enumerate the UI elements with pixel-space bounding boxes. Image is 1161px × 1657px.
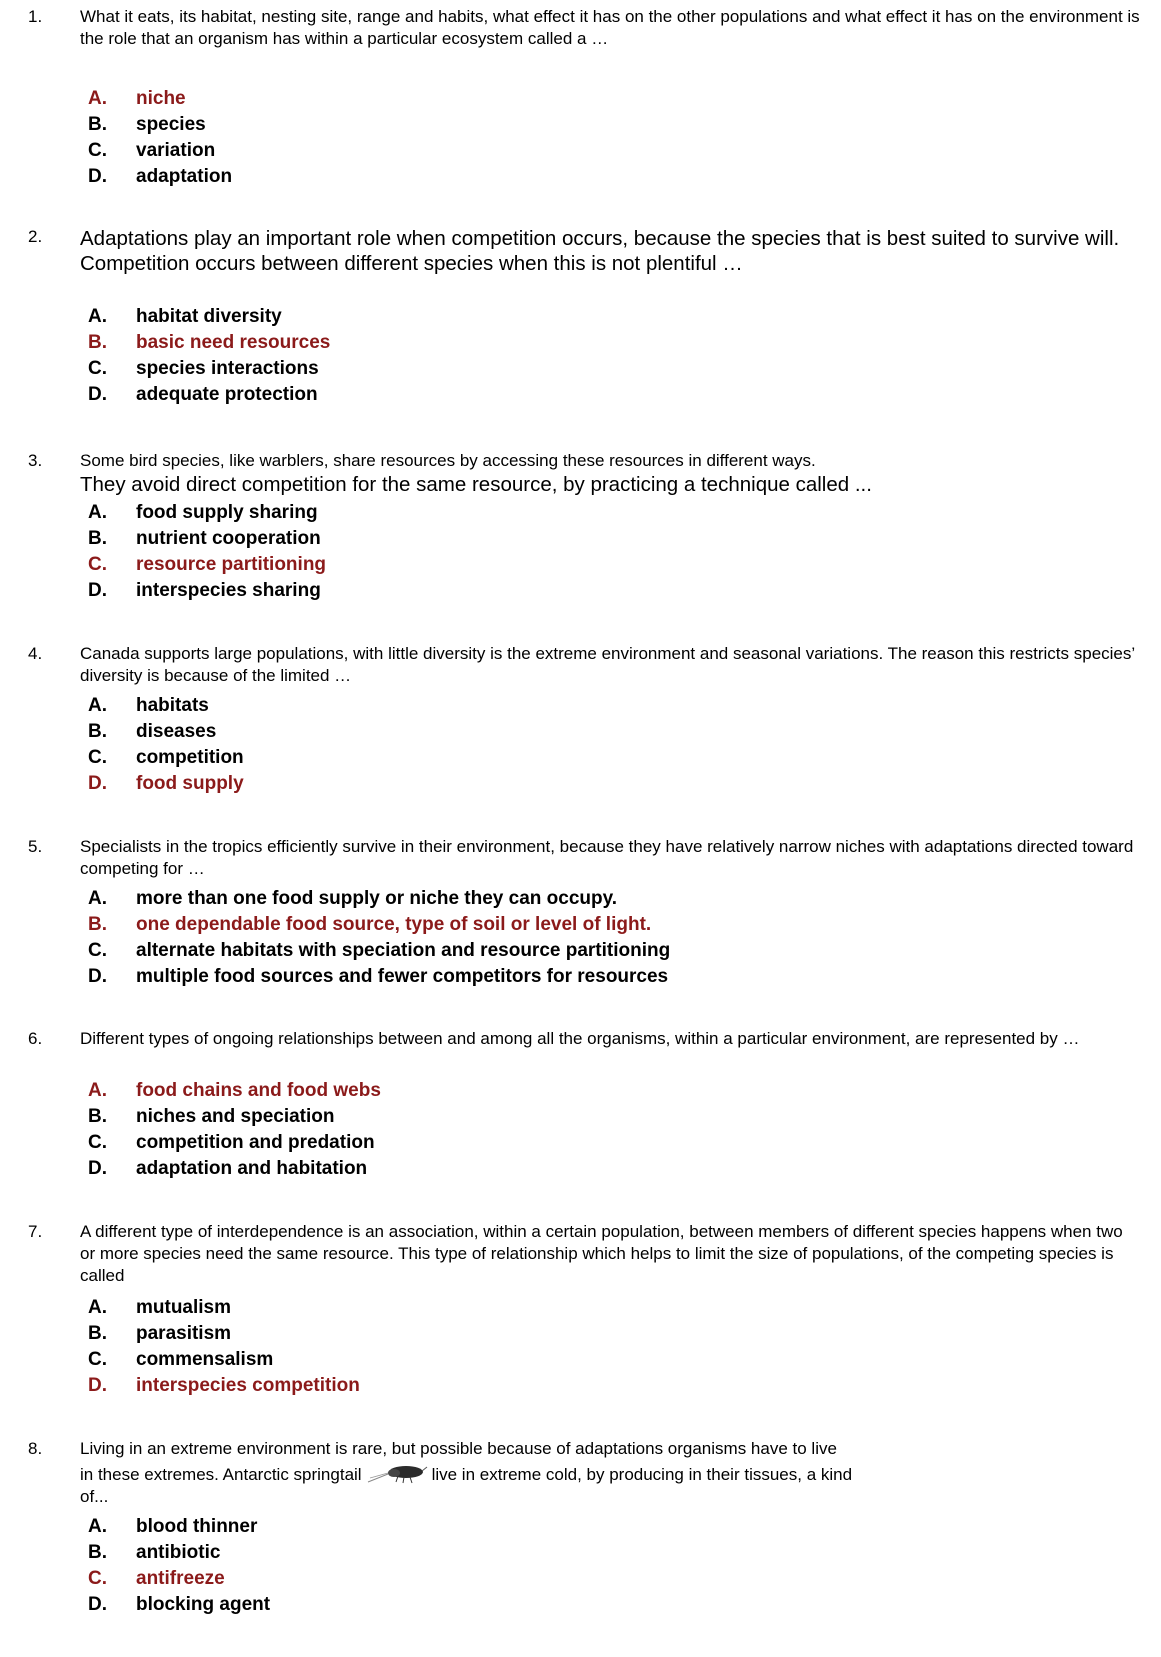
option-text: interspecies competition [136,1375,360,1396]
question-text: Specialists in the tropics efficiently survive in their environment, because they have relatively narrow niches with adaptations directed toward competing for … [80,837,1134,878]
answer-option-d[interactable] [88,382,330,408]
answer-option-d[interactable] [88,771,244,797]
answer-option-b[interactable] [88,1321,360,1347]
answer-option-a[interactable] [88,693,244,719]
option-text: blood thinner [136,1516,258,1537]
question-text [80,450,1140,498]
option-text: basic need resources [136,332,331,353]
option-letter: C. [88,1132,107,1153]
answer-option-a[interactable] [88,1078,381,1104]
question-text-line: Living in an extreme environment is rare, but possible because of adaptations organisms have to live [80,1439,837,1458]
option-text: alternate habitats with speciation and resource partitioning [136,940,671,961]
question-text-segment: live in extreme cold, by producing in their tissues, a kind [431,1465,853,1484]
option-letter: D. [88,773,107,794]
answer-option-a[interactable] [88,1295,360,1321]
question-text: Different types of ongoing relationships between and among all the organisms, within a particular environment, are represented by … [80,1029,1080,1048]
question-number: 4. [28,644,43,663]
answer-option-a[interactable] [88,500,326,526]
option-text: mutualism [136,1297,232,1318]
question-text [80,1438,1140,1508]
answer-option-c[interactable] [88,1566,270,1592]
answer-option-d[interactable] [88,1373,360,1399]
answer-options [88,1078,381,1182]
answer-options [88,86,232,190]
question-text-line: They avoid direct competition for the same resource, by practicing a technique called ... [80,473,872,496]
option-text: niche [136,88,186,109]
answer-option-c[interactable] [88,745,244,771]
option-letter: C. [88,747,107,768]
option-letter: B. [88,114,107,135]
option-letter: B. [88,914,107,935]
answer-option-c[interactable] [88,1347,360,1373]
option-letter: D. [88,1375,107,1396]
option-letter: D. [88,1158,107,1179]
option-text: food supply sharing [136,502,318,523]
answer-options [88,886,670,990]
option-text: variation [136,140,216,161]
answer-option-a[interactable] [88,304,330,330]
answer-option-b[interactable] [88,719,244,745]
answer-option-c[interactable] [88,1130,381,1156]
answer-option-a[interactable] [88,86,232,112]
answer-option-d[interactable] [88,1156,381,1182]
question-text-line: Some bird species, like warblers, share resources by accessing these resources in different ways. [80,451,816,470]
option-letter: A. [88,695,107,716]
option-letter: A. [88,1297,107,1318]
option-letter: A. [88,306,107,327]
answer-options [88,1514,270,1618]
option-letter: A. [88,1516,107,1537]
question-text-line: of... [80,1487,109,1506]
option-text: adaptation and habitation [136,1158,368,1179]
option-text: habitat diversity [136,306,282,327]
option-text: food chains and food webs [136,1080,381,1101]
question-text: Adaptations play an important role when competition occurs, because the species that is best suited to survive will. Competition occurs between different species when this is not plentiful … [80,227,1120,275]
answer-option-b[interactable] [88,1540,270,1566]
option-text: resource partitioning [136,554,327,575]
option-text: commensalism [136,1349,274,1370]
option-letter: B. [88,1323,107,1344]
option-text: food supply [136,773,244,794]
question-number: 2. [28,227,43,246]
option-letter: D. [88,580,107,601]
question-text: What it eats, its habitat, nesting site, range and habits, what effect it has on the other populations and what effect it has on the environment is the role that an organism has within a particular ecosystem called a … [80,7,1140,48]
question-text-segment: in these extremes. Antarctic springtail [80,1465,362,1484]
question-number: 7. [28,1222,43,1241]
option-letter: D. [88,1594,107,1615]
answer-option-b[interactable] [88,1104,381,1130]
option-text: adequate protection [136,384,318,405]
option-text: habitats [136,695,209,716]
option-letter: D. [88,966,107,987]
option-letter: C. [88,358,107,379]
option-text: blocking agent [136,1594,271,1615]
option-text: diseases [136,721,217,742]
answer-option-c[interactable] [88,552,326,578]
answer-option-c[interactable] [88,938,670,964]
option-letter: C. [88,1568,107,1589]
option-letter: D. [88,384,107,405]
option-letter: D. [88,166,107,187]
question-number: 8. [28,1439,43,1458]
option-text: antibiotic [136,1542,221,1563]
option-letter: B. [88,332,107,353]
option-letter: C. [88,554,107,575]
question-number: 6. [28,1029,43,1048]
answer-option-b[interactable] [88,112,232,138]
answer-option-d[interactable] [88,164,232,190]
option-letter: B. [88,1106,107,1127]
option-letter: B. [88,528,107,549]
answer-option-a[interactable] [88,1514,270,1540]
option-text: more than one food supply or niche they can occupy. [136,888,618,909]
answer-option-d[interactable] [88,1592,270,1618]
answer-options [88,500,326,604]
answer-options [88,693,244,797]
answer-options [88,304,330,408]
option-text: species interactions [136,358,319,379]
question-text-line-with-image [80,1462,1140,1486]
question-text: A different type of interdependence is an association, within a certain population, between members of different species happens when two or more species need the same resource. This type of relationship which helps to limit the size of populations, of the competing species is called [80,1222,1123,1285]
option-text: competition and predation [136,1132,375,1153]
answer-option-c[interactable] [88,356,330,382]
option-text: interspecies sharing [136,580,321,601]
option-text: parasitism [136,1323,232,1344]
answer-option-d[interactable] [88,964,670,990]
option-text: competition [136,747,244,768]
question-text: Canada supports large populations, with little diversity is the extreme environment and seasonal variations. The reason this restricts species’ diversity is because of the limited … [80,644,1135,685]
option-text: nutrient cooperation [136,528,321,549]
option-letter: A. [88,888,107,909]
answer-option-b[interactable] [88,330,330,356]
option-letter: C. [88,1349,107,1370]
option-letter: B. [88,1542,107,1563]
answer-option-c[interactable] [88,138,232,164]
option-text: antifreeze [136,1568,225,1589]
option-letter: C. [88,940,107,961]
option-text: species [136,114,206,135]
option-letter: B. [88,721,107,742]
option-text: adaptation [136,166,233,187]
option-letter: A. [88,502,107,523]
springtail-image [366,1462,428,1484]
answer-option-d[interactable] [88,578,326,604]
answer-option-b[interactable] [88,912,670,938]
question-number: 5. [28,837,43,856]
option-letter: C. [88,140,107,161]
answer-option-a[interactable] [88,886,670,912]
question-number: 1. [28,7,43,26]
answer-option-b[interactable] [88,526,326,552]
option-text: one dependable food source, type of soil or level of light. [136,914,652,935]
answer-options [88,1295,360,1399]
option-letter: A. [88,1080,107,1101]
option-letter: A. [88,88,107,109]
option-text: niches and speciation [136,1106,335,1127]
option-text: multiple food sources and fewer competitors for resources [136,966,669,987]
question-number: 3. [28,451,43,470]
